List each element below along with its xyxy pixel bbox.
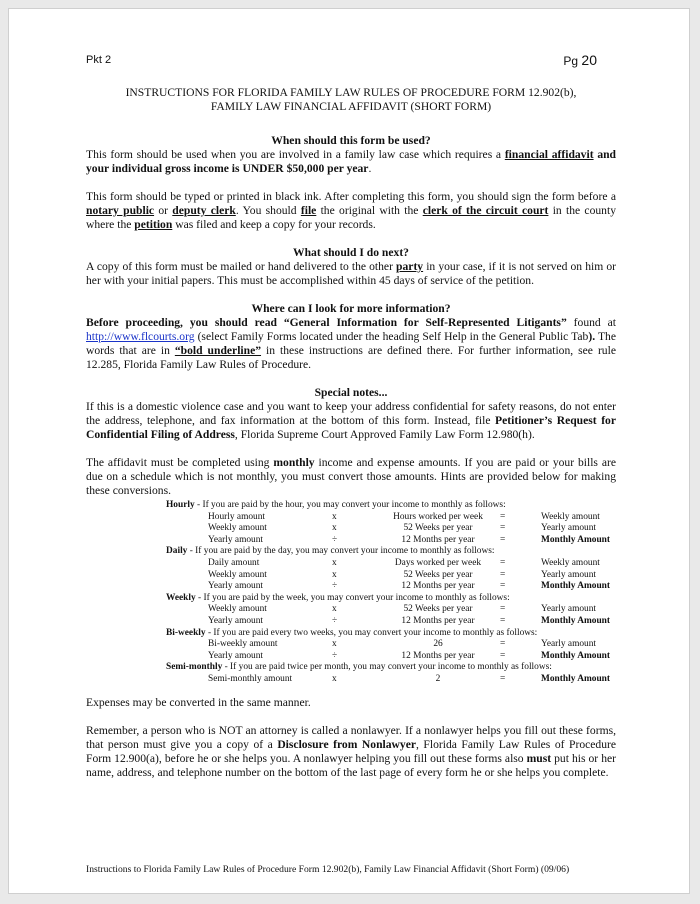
conversion-row: Weekly amount x 52 Weeks per year = Yearly amount — [208, 569, 597, 580]
paragraph-monthly-amounts: The affidavit must be completed using monthly income and expense amounts. If you are paid or your bills are due on a schedule which is not monthly, you must convert those amounts. Hints are provided below for making these conversions. — [86, 456, 616, 497]
conversion-row: Hourly amount x Hours worked per week = Weekly amount — [208, 511, 600, 522]
conversion-row: Yearly amount ÷ 12 Months per year = Monthly Amount — [208, 534, 611, 545]
term-clerk-circuit-court: clerk of the circuit court — [422, 204, 549, 217]
term-financial-affidavit: financial affidavit — [504, 148, 594, 161]
term-deputy-clerk: deputy clerk — [172, 204, 236, 217]
heading-more-info: Where can I look for more information? — [251, 302, 451, 315]
paragraph-domestic-violence: If this is a domestic violence case and you want to keep your address confidential for safety reasons, do not enter the address, telephone, and fax information at the bottom of this form. Instead, file Petitioner’s Request for Confidential Filing of Address, Florida Supreme Court Approved Family Law Form 12.980(h). — [86, 400, 616, 441]
conversion-row: Semi-monthly amount x 2 = Monthly Amount — [208, 673, 611, 684]
conversion-semimonthly-header: Semi-monthly - If you are paid twice per month, you may convert your income to monthly as follows: — [166, 662, 552, 673]
paragraph-expenses: Expenses may be converted in the same manner. — [86, 695, 311, 709]
conversion-row: Daily amount x Days worked per week = Weekly amount — [208, 557, 600, 568]
document-page — [8, 8, 690, 894]
paragraph-sign-file: This form should be typed or printed in black ink. After completing this form, you should sign the form before a notary public or deputy clerk. You should file the original with the clerk of the circuit court in the county where the petition was filed and keep a copy for your records. — [86, 190, 616, 231]
page-num: 20 — [581, 52, 597, 68]
title-line-2: FAMILY LAW FINANCIAL AFFIDAVIT (SHORT FORM) — [210, 100, 492, 113]
term-notary-public: notary public — [86, 204, 155, 217]
paragraph-what-next: A copy of this form must be mailed or hand delivered to the other party in your case, if it is not served on him or her with your initial papers. This must be accomplished within 45 days of service of the petition. — [86, 260, 616, 287]
conversion-biweekly-header: Bi-weekly - If you are paid every two weeks, you may convert your income to monthly as follows: — [166, 627, 538, 638]
conversion-row: Yearly amount ÷ 12 Months per year = Monthly Amount — [208, 650, 611, 661]
conversion-row: Yearly amount ÷ 12 Months per year = Monthly Amount — [208, 615, 611, 626]
conversion-daily-header: Daily - If you are paid by the day, you may convert your income to monthly as follows: — [166, 546, 495, 557]
page-prefix: Pg — [563, 54, 579, 68]
title-line-1: INSTRUCTIONS FOR FLORIDA FAMILY LAW RULES OF PROCEDURE FORM 12.902(b), — [125, 86, 577, 99]
page-number — [563, 52, 597, 68]
term-file: file — [300, 204, 317, 217]
conversion-row: Bi-weekly amount x 26 = Yearly amount — [208, 639, 597, 650]
heading-special-notes: Special notes... — [314, 386, 388, 399]
conversion-hourly-header: Hourly - If you are paid by the hour, you may convert your income to monthly as follows: — [166, 500, 506, 510]
conversion-row: Weekly amount x 52 Weeks per year = Yearly amount — [208, 604, 597, 615]
conversion-table — [86, 500, 616, 686]
term-party: party — [396, 260, 424, 273]
packet-label: Pkt 2 — [86, 54, 112, 66]
paragraph-nonlawyer: Remember, a person who is NOT an attorney is called a nonlawyer. If a nonlawyer helps you fill out these forms, that person must give you a copy of a Disclosure from Nonlawyer, Florida Family Law Rules of Procedure Form 12.900(a), before he or she helps you. A nonlawyer helping you fill out these forms also must put his or her name, address, and telephone number on the bottom of the last page of every form he or she helps you complete. — [86, 723, 617, 779]
heading-when-used: When should this form be used? — [271, 134, 431, 147]
heading-what-next: What should I do next? — [293, 246, 409, 259]
term-bold-underline: “bold underline” — [174, 344, 262, 357]
term-petition: petition — [134, 218, 173, 231]
conversion-row: Weekly amount x 52 Weeks per year = Yearly amount — [208, 523, 597, 534]
page-footer: Instructions to Florida Family Law Rules of Procedure Form 12.902(b), Family Law Financial Affidavit (Short Form) (09/06) — [86, 864, 570, 875]
paragraph-when-used: This form should be used when you are involved in a family law case which requires a financial affidavit and your individual gross income is UNDER $50,000 per year. — [86, 148, 617, 175]
conversion-weekly-header: Weekly - If you are paid by the week, you may convert your income to monthly as follows: — [166, 592, 510, 603]
paragraph-more-info: Before proceeding, you should read “General Information for Self-Represented Litigants” found at http://www.flcourts.org (select Family Forms located under the heading Self Help in the General Public Tab). The words that are in “bold underline” in these instructions are defined there. For further information, see rule 12.285, Florida Family Law Rules of Procedure. — [86, 316, 616, 371]
document-body — [86, 86, 616, 780]
document-title — [86, 86, 616, 114]
flcourts-link[interactable]: http://www.flcourts.org — [86, 330, 195, 343]
conversion-row: Yearly amount ÷ 12 Months per year = Monthly Amount — [208, 581, 611, 592]
